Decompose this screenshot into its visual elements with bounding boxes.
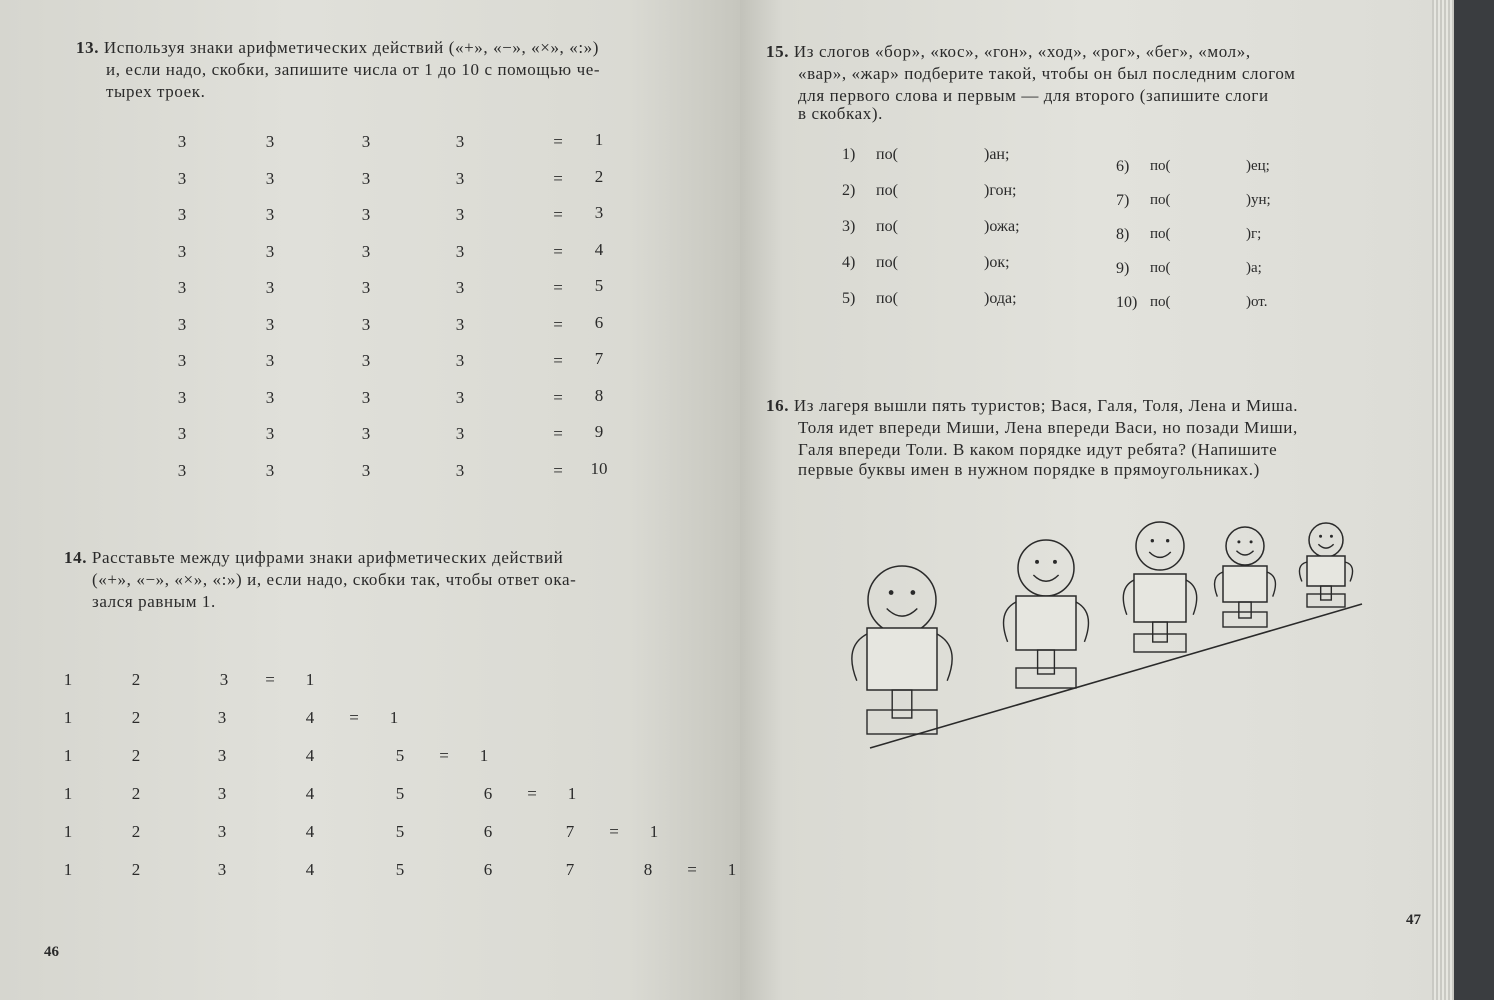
- task-13-line-1: Используя знаки арифметических действий («+», «−», «×», «:»): [103, 38, 600, 57]
- figure-head: [1018, 540, 1074, 596]
- operand-three: 3: [455, 351, 465, 370]
- equals-sign: =: [553, 205, 563, 224]
- item-number: 9): [1116, 260, 1130, 277]
- digit: 3: [217, 821, 227, 841]
- result-value: 3: [594, 203, 604, 222]
- item-suffix: )ода;: [984, 290, 1017, 307]
- task-13-header: [76, 38, 599, 58]
- operand-three: 3: [177, 132, 187, 151]
- figure-eye: [1319, 535, 1322, 538]
- result-value: 1: [389, 707, 399, 727]
- digit: 5: [395, 859, 405, 879]
- item-suffix: )ун;: [1246, 192, 1271, 208]
- figure-leg: [1239, 602, 1251, 618]
- operand-three: 3: [361, 460, 371, 480]
- item-number: 1): [842, 146, 856, 163]
- result-value: 1: [727, 859, 737, 879]
- item-suffix: )а;: [1246, 260, 1262, 276]
- operand-three: 3: [177, 168, 187, 188]
- task-14-number: 14.: [64, 548, 88, 567]
- page-number-left: 46: [44, 944, 59, 960]
- item-prefix: по(: [1150, 226, 1171, 242]
- item-prefix: по(: [1150, 192, 1171, 208]
- task-15-line-1: Из слогов «бор», «кос», «гон», «ход», «рог», «бег», «мол»,: [793, 42, 1251, 61]
- equals-sign: =: [553, 278, 563, 297]
- answer-box: [867, 628, 937, 690]
- digit: 7: [565, 859, 575, 879]
- figure-eye: [1250, 540, 1253, 543]
- equals-sign: =: [609, 821, 619, 841]
- result-value: 6: [594, 312, 604, 332]
- item-number: 10): [1116, 294, 1138, 311]
- item-number: 5): [842, 290, 856, 307]
- figure-arm: [1076, 602, 1088, 642]
- task-16-line-3: Галя впереди Толи. В каком порядке идут ребята? (Напишите: [798, 440, 1278, 459]
- item-prefix: по(: [876, 218, 898, 235]
- task-15-line-3: для первого слова и первым — для второго (запишите слоги: [798, 86, 1269, 105]
- task-16-line-1: Из лагеря вышли пять туристов; Вася, Галя, Толя, Лена и Миша.: [793, 396, 1299, 415]
- item-prefix: по(: [1150, 158, 1171, 174]
- figure-smile: [1149, 552, 1171, 557]
- operand-three: 3: [265, 205, 275, 224]
- answer-box: [1016, 596, 1076, 650]
- item-prefix: по(: [1150, 294, 1171, 310]
- result-value: 1: [649, 821, 659, 841]
- digit: 6: [483, 859, 493, 879]
- item-number: 7): [1116, 192, 1130, 209]
- answer-box: [1134, 574, 1186, 622]
- equals-sign: =: [553, 241, 563, 261]
- digit: 1: [63, 707, 73, 727]
- operand-three: 3: [455, 314, 465, 334]
- equals-sign: =: [687, 859, 697, 879]
- figure-eye: [911, 590, 916, 595]
- figure-arm: [852, 634, 867, 681]
- figure-eye: [1151, 539, 1154, 542]
- operand-three: 3: [361, 314, 371, 334]
- figure-leg: [1321, 586, 1332, 600]
- operand-three: 3: [455, 460, 465, 480]
- digit: 3: [217, 783, 227, 803]
- item-prefix: по(: [876, 290, 898, 307]
- digit: 4: [305, 821, 315, 841]
- operand-three: 3: [265, 351, 275, 370]
- operand-three: 3: [177, 241, 187, 261]
- answer-box: [1307, 556, 1345, 586]
- digit: 2: [131, 821, 141, 841]
- operand-three: 3: [455, 132, 465, 151]
- digit: 2: [131, 707, 141, 727]
- equals-sign: =: [553, 387, 563, 407]
- operand-three: 3: [361, 278, 371, 297]
- figure-head: [868, 566, 936, 634]
- operand-three: 3: [265, 132, 275, 151]
- item-suffix: )гон;: [984, 182, 1017, 199]
- digit: 4: [305, 783, 315, 803]
- equals-sign: =: [349, 707, 359, 727]
- operand-three: 3: [455, 424, 465, 443]
- result-value: 2: [594, 166, 604, 186]
- digit: 8: [643, 859, 653, 879]
- operand-three: 3: [361, 424, 371, 443]
- figure-head: [1309, 523, 1343, 557]
- right-page: [740, 0, 1452, 1000]
- task-15-line-2: «вар», «жар» подберите такой, чтобы он был последним слогом: [798, 64, 1296, 83]
- task-13-number: 13.: [76, 38, 100, 57]
- figure-eye: [1237, 540, 1240, 543]
- item-suffix: )ок;: [984, 254, 1010, 271]
- operand-three: 3: [361, 351, 371, 370]
- equals-sign: =: [553, 424, 563, 443]
- digit: 3: [217, 707, 227, 727]
- figure-eye: [1330, 535, 1333, 538]
- task-16-line-4: первые буквы имен в нужном порядке в прямоугольниках.): [798, 460, 1260, 479]
- equals-sign: =: [439, 745, 449, 765]
- item-suffix: )ан;: [984, 146, 1010, 163]
- page-number-right: 47: [1406, 912, 1421, 928]
- operand-three: 3: [361, 132, 371, 151]
- digit: 5: [395, 745, 405, 765]
- operand-three: 3: [455, 387, 465, 407]
- digit: 2: [131, 670, 141, 689]
- figure-head: [1136, 522, 1184, 570]
- figure-arm: [1186, 580, 1197, 615]
- digit: 1: [63, 859, 73, 879]
- figure-arm: [1123, 580, 1134, 615]
- digit: 1: [63, 783, 73, 803]
- item-prefix: по(: [876, 182, 898, 199]
- operand-three: 3: [265, 460, 275, 480]
- operand-three: 3: [265, 168, 275, 188]
- item-number: 3): [842, 218, 856, 235]
- left-page: [0, 0, 740, 1000]
- digit: 2: [131, 859, 141, 879]
- item-suffix: )ец;: [1246, 158, 1270, 174]
- tourists-figure: [740, 0, 1452, 1000]
- task-15-number: 15.: [766, 42, 790, 61]
- figure-arm: [937, 634, 952, 681]
- digit: 2: [131, 745, 141, 765]
- item-prefix: по(: [1150, 260, 1171, 276]
- operand-three: 3: [361, 168, 371, 188]
- operand-three: 3: [361, 205, 371, 224]
- equals-sign: =: [553, 168, 563, 188]
- operand-three: 3: [455, 168, 465, 188]
- figure-arm: [1004, 602, 1016, 642]
- figure-smile: [887, 609, 918, 617]
- result-value: 7: [594, 349, 604, 368]
- digit: 1: [63, 821, 73, 841]
- digit: 6: [483, 821, 493, 841]
- digit: 4: [305, 745, 315, 765]
- figure-eye: [1035, 560, 1039, 564]
- equals-sign: =: [265, 670, 275, 689]
- operand-three: 3: [177, 460, 187, 480]
- digit: 6: [483, 783, 493, 803]
- figure-base: [1223, 612, 1267, 627]
- item-number: 2): [842, 182, 856, 199]
- figure-smile: [1236, 551, 1253, 555]
- result-value: 8: [594, 385, 604, 405]
- answer-box: [1223, 566, 1267, 602]
- figure-leg: [1153, 622, 1168, 642]
- result-value: 5: [594, 276, 604, 295]
- operand-three: 3: [177, 424, 187, 443]
- task-16-number: 16.: [766, 396, 790, 415]
- digit: 2: [131, 783, 141, 803]
- task-14-line-3: зался равным 1.: [92, 592, 216, 611]
- operand-three: 3: [265, 241, 275, 261]
- figure-eye: [889, 590, 894, 595]
- figure-smile: [1318, 544, 1333, 548]
- digit: 5: [395, 783, 405, 803]
- operand-three: 3: [177, 205, 187, 224]
- item-suffix: )ожа;: [984, 218, 1020, 235]
- figure-head: [1226, 527, 1264, 565]
- figure-eye: [1166, 539, 1169, 542]
- task-16-line-2: Толя идет впереди Миши, Лена впереди Васи, но позади Миши,: [798, 418, 1298, 437]
- item-number: 8): [1116, 226, 1130, 243]
- figure-eye: [1053, 560, 1057, 564]
- task-13-line-2: и, если надо, скобки, запишите числа от 1 до 10 с помощью че-: [106, 60, 601, 79]
- digit: 1: [63, 670, 73, 689]
- operand-three: 3: [455, 278, 465, 297]
- operand-three: 3: [361, 387, 371, 407]
- equals-sign: =: [553, 460, 563, 480]
- task-14-line-1: Расставьте между цифрами знаки арифметических действий: [91, 548, 564, 567]
- figure-leg: [1038, 650, 1055, 674]
- digit: 5: [395, 821, 405, 841]
- digit: 3: [219, 670, 229, 689]
- figure-arm: [1267, 572, 1275, 597]
- operand-three: 3: [177, 314, 187, 334]
- figure-arm: [1345, 562, 1353, 582]
- equals-sign: =: [527, 783, 537, 803]
- figure-base: [1134, 634, 1186, 652]
- equals-sign: =: [553, 132, 563, 151]
- slope-line: [870, 604, 1362, 748]
- operand-three: 3: [177, 351, 187, 370]
- digit: 4: [305, 707, 315, 727]
- task-14-line-2: («+», «−», «×», «:») и, если надо, скобки так, чтобы ответ ока-: [92, 570, 577, 589]
- item-prefix: по(: [876, 146, 898, 163]
- item-prefix: по(: [876, 254, 898, 271]
- task-14-header: [64, 548, 563, 568]
- operand-three: 3: [265, 424, 275, 443]
- operand-three: 3: [455, 205, 465, 224]
- figure-base: [1016, 668, 1076, 688]
- operand-three: 3: [455, 241, 465, 261]
- operand-three: 3: [265, 278, 275, 297]
- result-value: 1: [479, 745, 489, 765]
- figure-smile: [1033, 575, 1058, 581]
- figure-leg: [892, 690, 912, 718]
- operand-three: 3: [265, 387, 275, 407]
- result-value: 10: [590, 458, 608, 478]
- equals-sign: =: [553, 314, 563, 334]
- digit: 7: [565, 821, 575, 841]
- result-value: 9: [594, 422, 604, 441]
- item-suffix: )от.: [1246, 294, 1268, 310]
- operand-three: 3: [361, 241, 371, 261]
- result-value: 1: [594, 130, 604, 149]
- result-value: 4: [594, 239, 604, 259]
- figure-arm: [1299, 562, 1307, 582]
- operand-three: 3: [177, 387, 187, 407]
- digit: 3: [217, 745, 227, 765]
- task-13-line-3: тырех троек.: [106, 82, 206, 101]
- equals-sign: =: [553, 351, 563, 370]
- digit: 3: [217, 859, 227, 879]
- result-value: 1: [567, 783, 577, 803]
- item-number: 6): [1116, 158, 1130, 175]
- item-suffix: )г;: [1246, 226, 1262, 242]
- result-value: 1: [305, 670, 315, 689]
- task-15-line-4: в скобках).: [798, 104, 883, 123]
- digit: 1: [63, 745, 73, 765]
- item-number: 4): [842, 254, 856, 271]
- page-edge: [1432, 0, 1454, 1000]
- figure-arm: [1215, 572, 1223, 597]
- operand-three: 3: [177, 278, 187, 297]
- operand-three: 3: [265, 314, 275, 334]
- figure-base: [867, 710, 937, 734]
- digit: 4: [305, 859, 315, 879]
